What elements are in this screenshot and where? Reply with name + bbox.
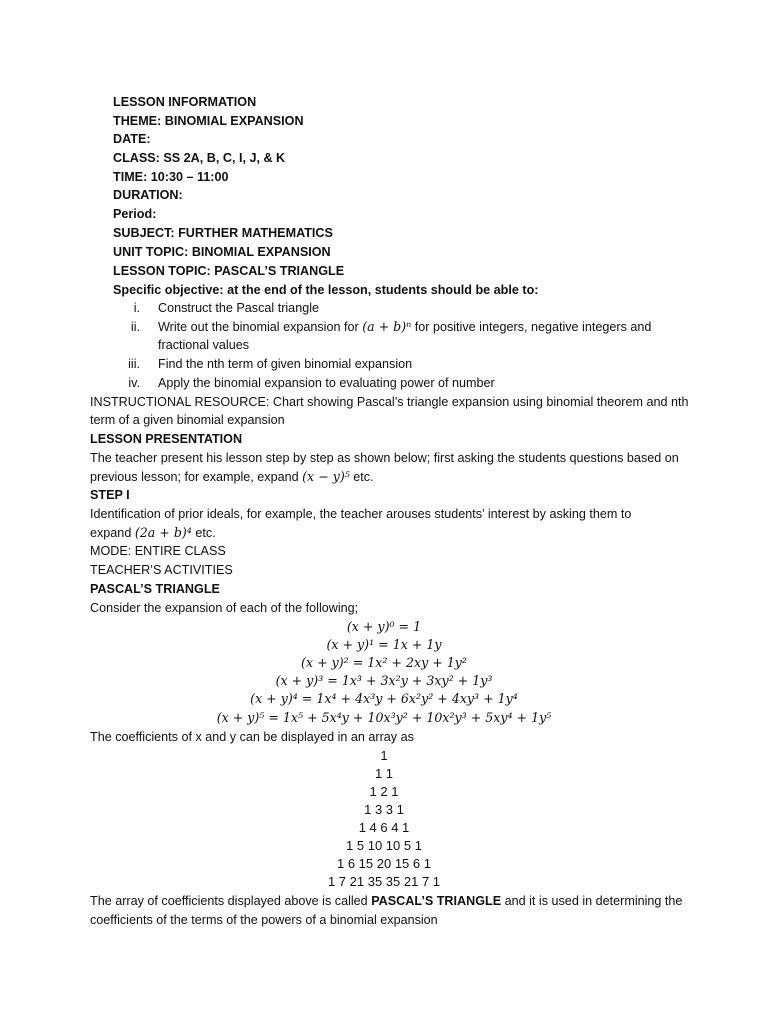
presentation-text-before: previous lesson; for example, expand	[90, 470, 303, 484]
presentation-line	[90, 468, 374, 486]
unit-topic-line: UNIT TOPIC: BINOMIAL EXPANSION	[113, 245, 331, 259]
step-text-after: etc.	[191, 526, 216, 540]
conclusion-text-after: and it is used in determining the	[501, 894, 683, 908]
presentation-heading: LESSON PRESENTATION	[90, 432, 243, 446]
mode-line: MODE: ENTIRE CLASS	[90, 544, 226, 558]
array-intro: The coefficients of x and y can be displayed in an array as	[90, 730, 414, 744]
conclusion-text-before: The array of coefficients displayed above is called	[90, 894, 372, 908]
period-line: Period:	[113, 207, 157, 221]
objective-text	[158, 318, 651, 336]
pascal-row: 1	[380, 748, 388, 763]
objective-text-before: Write out the binomial expansion for	[158, 320, 363, 334]
objective-text: Apply the binomial expansion to evaluating power of number	[158, 376, 495, 390]
pascal-intro: Consider the expansion of each of the following;	[90, 601, 359, 615]
class-line: CLASS: SS 2A, B, C, I, J, & K	[113, 151, 286, 165]
binomial-math: (a + b)ⁿ	[362, 319, 412, 334]
objective-number: iv.	[128, 376, 140, 390]
activities-line: TEACHER’S ACTIVITIES	[90, 563, 233, 577]
step-text-before: expand	[90, 526, 135, 540]
expansion-equation: (x + y)⁴ = 1x⁴ + 4x³y + 6x²y² + 4xy³ + 1y⁴	[250, 691, 518, 706]
step-heading: STEP I	[90, 488, 130, 502]
resource-line: term of a given binomial expansion	[90, 413, 285, 427]
pascal-heading: PASCAL’S TRIANGLE	[90, 582, 220, 596]
step-line: Identification of prior ideals, for example, the teacher arouses students’ interest by asking them to	[90, 507, 632, 521]
pascal-row: 1 2 1	[369, 784, 399, 799]
step-line	[90, 524, 216, 542]
conclusion-line: coefficients of the terms of the powers of a binomial expansion	[90, 913, 438, 927]
objective-text: Find the nth term of given binomial expansion	[158, 357, 413, 371]
objective-text: fractional values	[158, 338, 250, 352]
specific-objective-line: Specific objective: at the end of the lesson, students should be able to:	[113, 283, 539, 297]
expansion-equation: (x + y)⁵ = 1x⁵ + 5x⁴y + 10x³y² + 10x²y³ + 5xy⁴ + 1y⁵	[216, 710, 552, 725]
lesson-information-heading: LESSON INFORMATION	[113, 95, 257, 109]
objective-text: Construct the Pascal triangle	[158, 301, 320, 315]
expand-math: (x − y)⁵	[302, 469, 350, 484]
objective-number: iii.	[128, 357, 140, 371]
expansion-equation: (x + y)¹ = 1x + 1y	[326, 637, 442, 652]
presentation-line: The teacher present his lesson step by step as shown below; first asking the students questions based on	[90, 451, 679, 465]
pascal-row: 1 6 15 20 15 6 1	[337, 856, 431, 871]
lesson-topic-line: LESSON TOPIC: PASCAL’S TRIANGLE	[113, 264, 345, 278]
pascal-row: 1 7 21 35 35 21 7 1	[327, 874, 441, 889]
objective-text-after: for positive integers, negative integers and	[411, 320, 652, 334]
duration-line: DURATION:	[113, 188, 183, 202]
subject-line: SUBJECT: FURTHER MATHEMATICS	[113, 226, 333, 240]
expand-math: (2a + b)⁴	[134, 525, 192, 540]
time-line: TIME: 10:30 – 11:00	[113, 170, 229, 184]
conclusion-line	[90, 892, 682, 910]
expansion-equation: (x + y)² = 1x² + 2xy + 1y²	[301, 655, 467, 670]
objective-number: i.	[133, 301, 140, 315]
pascal-row: 1 4 6 4 1	[358, 820, 410, 835]
expansion-equation: (x + y)⁰ = 1	[346, 619, 422, 634]
conclusion-bold: PASCAL’S TRIANGLE	[371, 894, 502, 908]
pascal-row: 1 1	[374, 766, 394, 781]
presentation-text-after: etc.	[349, 470, 374, 484]
objective-number: ii.	[130, 320, 140, 334]
date-line: DATE:	[113, 132, 151, 146]
pascal-row: 1 5 10 10 5 1	[346, 838, 422, 853]
theme-line: THEME: BINOMIAL EXPANSION	[113, 114, 304, 128]
expansion-equation: (x + y)³ = 1x³ + 3x²y + 3xy² + 1y³	[275, 673, 493, 688]
pascal-row: 1 3 3 1	[364, 802, 404, 817]
resource-line: INSTRUCTIONAL RESOURCE: Chart showing Pascal’s triangle expansion using binomial theorem and nth	[90, 395, 689, 409]
